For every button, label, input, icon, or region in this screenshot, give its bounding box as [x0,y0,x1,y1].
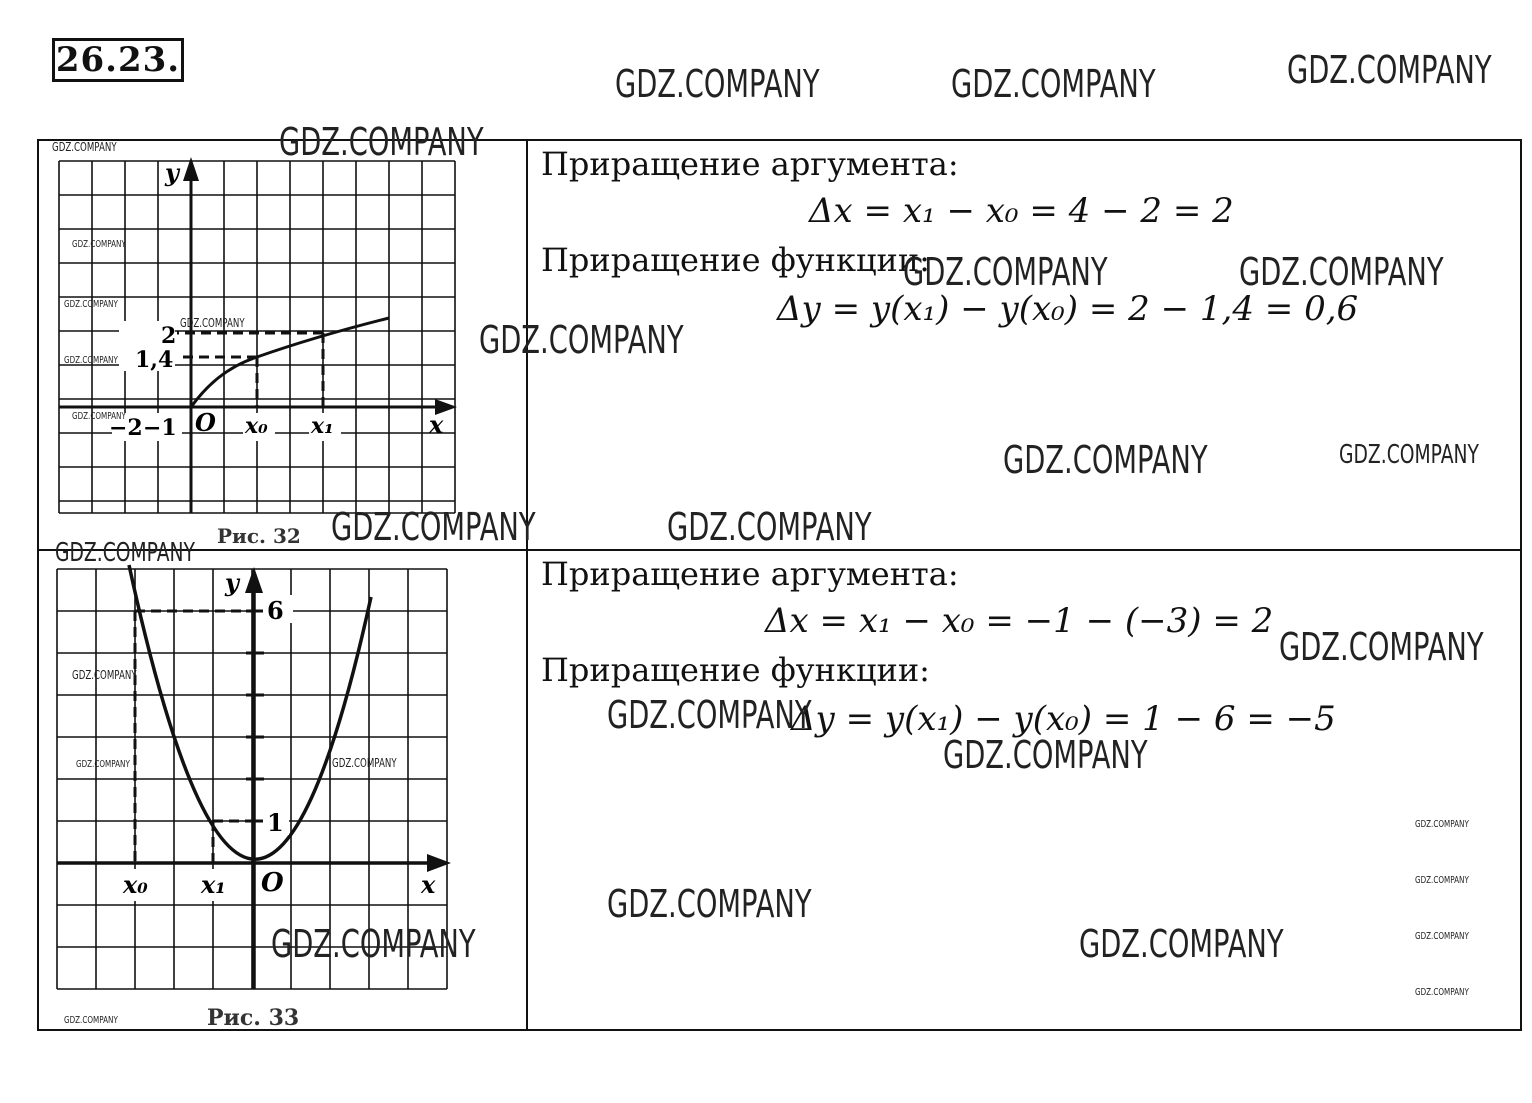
watermark: GDZ.COMPANY [1339,440,1479,470]
x1-label: x₁ [311,413,334,439]
watermark: GDZ.COMPANY [64,299,118,310]
watermark: GDZ.COMPANY [607,882,812,926]
column-divider [526,141,528,1029]
watermark: GDZ.COMPANY [64,355,118,366]
watermark: GDZ.COMPANY [1415,819,1469,830]
y-axis-arrow [245,567,263,593]
arg-heading-2: Приращение аргумента: [541,555,959,593]
func-formula-2: Δy = y(x₁) − y(x₀) = 1 − 6 = −5 [791,699,1336,739]
func-heading-2: Приращение функции: [541,651,930,689]
watermark: GDZ.COMPANY [1287,48,1492,92]
watermark: GDZ.COMPANY [1239,250,1444,294]
arg-formula-1: Δx = x₁ − x₀ = 4 − 2 = 2 [809,191,1234,231]
x0-label: x₀ [245,413,268,439]
x-tick-minus-1: −1 [143,415,177,441]
x-axis-label: x [421,870,436,899]
x-axis-label: x [429,410,444,439]
watermark: GDZ.COMPANY [1415,987,1469,998]
axes [59,167,449,513]
watermark: GDZ.COMPANY [1415,931,1469,942]
y-axis-label: y [165,158,179,187]
watermark: GDZ.COMPANY [180,316,245,330]
watermark: GDZ.COMPANY [667,505,872,549]
watermark: GDZ.COMPANY [1003,438,1208,482]
watermark: GDZ.COMPANY [72,411,126,422]
watermark: GDZ.COMPANY [607,693,812,737]
x-tick-minus-2: −2 [109,415,143,441]
x1-label: x₁ [201,870,226,899]
watermark: GDZ.COMPANY [615,62,820,106]
watermark: GDZ.COMPANY [951,62,1156,106]
figure-32 [57,153,477,553]
watermark: GDZ.COMPANY [271,922,476,966]
watermark: GDZ.COMPANY [76,759,130,770]
watermark: GDZ.COMPANY [1415,875,1469,886]
watermark: GDZ.COMPANY [332,756,397,770]
arg-heading-1: Приращение аргумента: [541,145,959,183]
watermark: GDZ.COMPANY [943,733,1148,777]
watermark: GDZ.COMPANY [331,505,536,549]
watermark: GDZ.COMPANY [52,140,117,154]
origin-label: O [261,868,284,898]
watermark: GDZ.COMPANY [72,239,126,250]
y-axis-label: y [225,568,239,597]
arg-formula-2: Δx = x₁ − x₀ = −1 − (−3) = 2 [765,601,1274,641]
y-value-6: 6 [267,596,284,625]
y-value-1: 1 [267,808,284,837]
origin-label: O [195,408,216,437]
watermark: GDZ.COMPANY [1079,922,1284,966]
func-heading-1: Приращение функции: [541,241,930,279]
func-formula-1: Δy = y(x₁) − y(x₀) = 2 − 1,4 = 0,6 [777,289,1359,329]
watermark: GDZ.COMPANY [479,318,684,362]
watermark: GDZ.COMPANY [64,1015,118,1026]
x0-label: x₀ [123,870,148,899]
watermark: GDZ.COMPANY [279,120,484,164]
problem-number: 26.23. [52,38,184,82]
figure-caption: Рис. 32 [217,524,301,548]
watermark: GDZ.COMPANY [55,538,195,568]
watermark: GDZ.COMPANY [72,668,137,682]
y-value-2: 2 [161,323,177,349]
parabola-curve [129,565,371,859]
y-value-1-4: 1,4 [135,347,174,373]
watermark: GDZ.COMPANY [903,250,1108,294]
watermark: GDZ.COMPANY [1279,625,1484,669]
figure-caption: Рис. 33 [207,1005,300,1031]
grid [59,161,455,513]
